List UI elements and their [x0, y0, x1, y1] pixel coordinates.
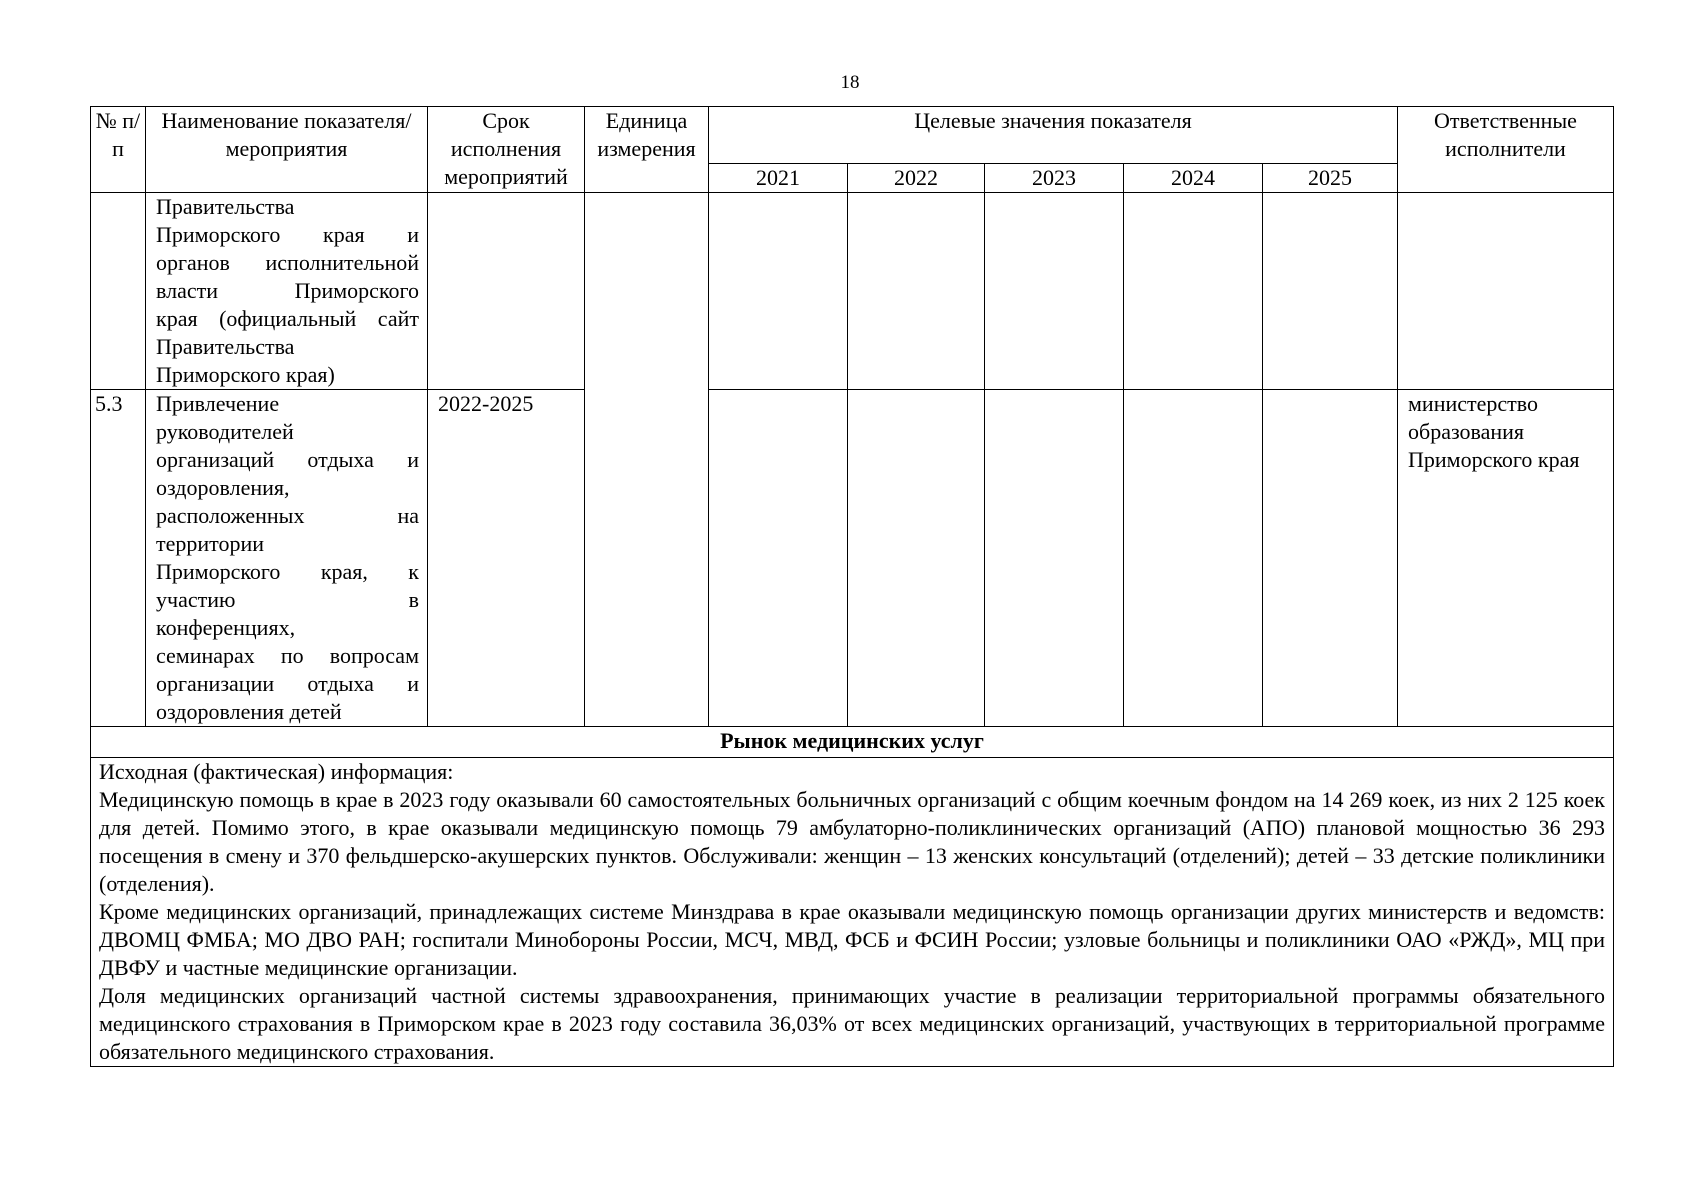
row-name [146, 390, 428, 727]
name-line: Приморского края и [156, 222, 419, 247]
name-line: власти Приморского [156, 278, 419, 303]
row-2021 [709, 193, 848, 390]
table-row [91, 390, 1614, 727]
year-2023: 2023 [985, 164, 1124, 193]
table-header-row [91, 107, 1614, 164]
name-line: Правительства [156, 194, 295, 219]
row-num [91, 193, 146, 390]
info-row [91, 758, 1614, 1067]
name-line: оздоровления детей [156, 699, 342, 724]
row-2022 [848, 390, 985, 727]
info-cell [91, 758, 1614, 1067]
row-2025 [1263, 390, 1398, 727]
name-line: Приморского края, к [156, 559, 419, 584]
row-2024 [1124, 193, 1263, 390]
row-2021 [709, 390, 848, 727]
year-2025: 2025 [1263, 164, 1398, 193]
name-line: края (официальный сайт [156, 306, 419, 331]
row-responsible [1398, 193, 1614, 390]
name-line: органов исполнительной [156, 250, 419, 275]
name-line: конференциях, [156, 615, 296, 640]
page-number: 18 [840, 72, 860, 93]
name-line: Правительства [156, 334, 295, 359]
header-num: № п/п [91, 107, 146, 193]
row-2022 [848, 193, 985, 390]
header-targets: Целевые значения показателя [709, 107, 1398, 164]
row-term: 2022-2025 [428, 390, 585, 727]
info-paragraph: Медицинскую помощь в крае в 2023 году оказывали 60 самостоятельных больничных организаций с общим коечным фондом на 14 269 коек, из них 2 125 коек для детей. Помимо этого, в крае оказывали медицинскую помощь 79 амбулаторно-поликлинических организаций (АПО) плановой мощностью 36 293 посещения в смену и 370 фельдшерско-акушерских пунктов. Обслуживали: женщин – 13 женских консультаций (отделений); детей – 33 детские поликлиники (отделения). [99, 787, 1605, 896]
row-num: 5.3 [91, 390, 146, 727]
row-2025 [1263, 193, 1398, 390]
year-2024: 2024 [1124, 164, 1263, 193]
year-2021: 2021 [709, 164, 848, 193]
name-line: расположенных на [156, 503, 419, 528]
name-line: организации отдыха и [156, 671, 419, 696]
info-paragraph: Кроме медицинских организаций, принадлежащих системе Минздрава в крае оказывали медицинскую помощь организации других министерств и ведомств: ДВОМЦ ФМБА; МО ДВО РАН; госпитали Минобороны России, МСЧ, МВД, ФСБ и ФСИН России; узловые больницы и поликлиники ОАО «РЖД», МЦ при ДВФУ и частные медицинские организации. [99, 899, 1605, 980]
row-2023 [985, 193, 1124, 390]
name-line: семинарах по вопросам [156, 643, 419, 668]
header-responsible: Ответственные исполнители [1398, 107, 1614, 193]
name-line: Приморского края) [156, 362, 335, 387]
name-line: руководителей [156, 419, 294, 444]
header-name: Наименование показателя/мероприятия [146, 107, 428, 193]
year-2022: 2022 [848, 164, 985, 193]
row-unit [585, 193, 709, 727]
section-row [91, 727, 1614, 758]
name-line: территории [156, 531, 265, 556]
row-term [428, 193, 585, 390]
name-line: Привлечение [156, 391, 280, 416]
info-paragraph: Доля медицинских организаций частной системы здравоохранения, принимающих участие в реализации территориальной программы обязательного медицинского страхования в Приморском крае в 2023 году составила 36,03% от всех медицинских организаций, участвующих в территориальной программе обязательного медицинского страхования. [99, 983, 1605, 1064]
row-2024 [1124, 390, 1263, 727]
name-line: оздоровления, [156, 475, 290, 500]
table-row [91, 193, 1614, 390]
section-title: Рынок медицинских услуг [91, 727, 1614, 758]
row-name [146, 193, 428, 390]
header-term: Срок исполнения мероприятий [428, 107, 585, 193]
row-2023 [985, 390, 1124, 727]
header-unit: Единица измерения [585, 107, 709, 193]
name-line: организаций отдыха и [156, 447, 419, 472]
indicators-table [90, 106, 1614, 1067]
name-line: участию в [156, 587, 419, 612]
info-label: Исходная (фактическая) информация: [99, 759, 454, 784]
row-responsible: министерство образования Приморского края [1398, 390, 1614, 727]
